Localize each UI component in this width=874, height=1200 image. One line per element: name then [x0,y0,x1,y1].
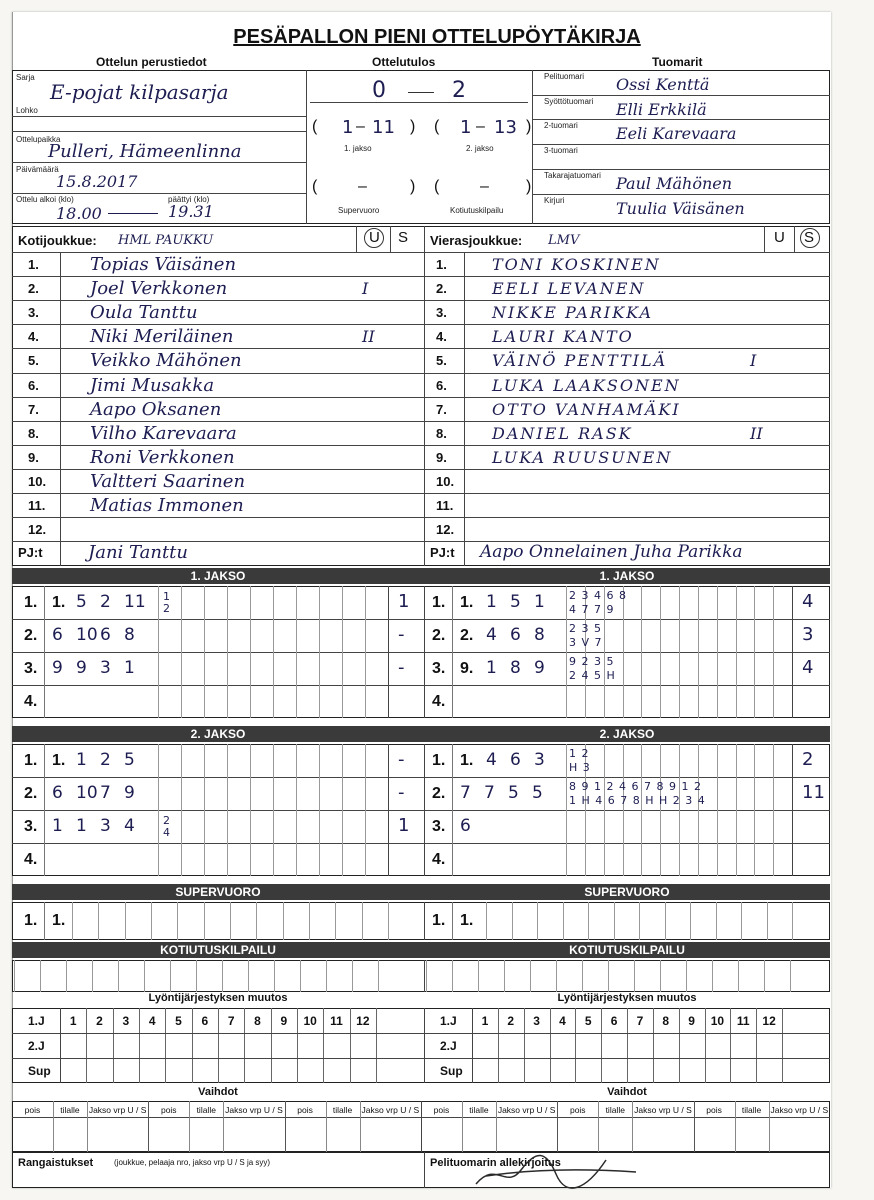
order-change-row-label: Sup [28,1064,51,1078]
period2-away[interactable]: 13 [494,117,517,138]
away-s[interactable]: S [804,229,815,246]
away-player-name[interactable]: LUKA RUUSUNEN [492,447,673,467]
home-player-number: 4. [28,329,39,345]
home-player-name[interactable]: Niki Meriläinen [90,326,234,348]
period2-label: 2. jakso [466,144,494,153]
jakso2-away-runs-top: 1 2 [569,746,590,760]
jakso1-away-runs-top: 2 3 4 6 8 [569,588,627,602]
subs-col-label: tilalle [332,1105,353,1115]
home-player-name[interactable]: Topias Väisänen [90,254,237,275]
jakso2-away-mark[interactable]: 7 [460,782,471,803]
order-change-row-label: Sup [440,1064,463,1078]
referee-signature [466,1140,646,1196]
jakso2-home-mark[interactable]: 4 [124,815,135,836]
subs-col-label: pois [569,1105,586,1115]
jakso1-away-score[interactable]: 4 [802,656,814,678]
home-team-label: Kotijoukkue: [18,233,97,248]
jakso1-away-mark[interactable]: 8 [534,624,545,645]
home-player-number: 5. [28,353,39,369]
away-u[interactable]: U [774,229,785,246]
jakso2-away-runs-bottom: H 3 [569,760,591,774]
away-player-name[interactable]: EELI LEVANEN [492,279,646,299]
subs-col-label: Jakso vrp U / S [225,1105,283,1115]
order-change-row-label: 2.J [440,1039,457,1053]
home-pj-value[interactable]: Jani Tanttu [88,542,189,564]
referee-role: Syöttötuomari [544,97,594,106]
jakso2-away-mark[interactable]: 6 [510,749,521,770]
jakso1-away-mark[interactable]: 9 [534,657,545,678]
super-home-sub: 1. [52,912,66,929]
period1-label: 1. jakso [344,144,372,153]
jakso2-band-away: 2. JAKSO [424,726,830,742]
order-change-col-label: 8 [662,1014,670,1028]
jakso1-home-frac-bottom: 2 [163,601,170,615]
jakso1-away-inning: 4. [432,692,446,710]
jakso1-away-mark[interactable]: 6 [510,624,521,645]
referee-role: 3-tuomari [544,146,578,155]
jakso2-away-mark[interactable]: 3 [534,749,545,770]
subs-col-label: Jakso vrp U / S [634,1105,692,1115]
home-player-name[interactable]: Jimi Musakka [90,374,215,396]
home-player-number: 8. [28,425,39,441]
date-label: Päivämäärä [16,165,59,174]
order-change-col-label: 8 [254,1014,261,1028]
jakso1-home-score[interactable]: - [398,656,405,678]
jakso1-home-frac-top: 1 [163,589,170,603]
home-player-name[interactable]: Oula Tanttu [90,302,198,324]
end-label: päättyi (klo) [168,195,210,204]
away-player-name[interactable]: LAURI KANTO [492,327,634,347]
super-band-home: SUPERVUORO [12,884,424,900]
jakso1-home-score[interactable]: 1 [398,590,410,612]
jakso2-home-inning: 3. [24,817,38,835]
order-change-row-label: 2.J [28,1039,45,1053]
subs-col-label: pois [24,1105,41,1115]
kotiutus-band-away: KOTIUTUSKILPAILU [424,942,830,958]
away-player-number: 9. [436,449,447,465]
jakso1-away-inning: 1. [432,593,446,611]
jakso2-home-mark[interactable]: 9 [124,782,135,803]
away-player-number: 3. [436,305,447,321]
referee-role: 2-tuomari [544,121,578,130]
home-player-number: 9. [28,449,39,465]
order-change-col-label: 6 [610,1014,618,1028]
jakso1-home-mark[interactable]: 10 [76,624,98,645]
order-change-col-label: 11 [736,1014,750,1028]
home-player-name[interactable]: Valtteri Saarinen [90,470,246,492]
order-change-col-label: 5 [175,1014,182,1028]
penalties-label: Rangaistukset [18,1157,94,1169]
away-player-mark: II [750,423,763,443]
away-player-name[interactable]: VÄINÖ PENTTILÄ [492,351,668,371]
jakso2-away-inning: 1. [432,751,446,769]
home-player-name[interactable]: Aapo Oksanen [90,398,222,420]
away-player-number: 6. [436,377,447,393]
home-player-number: 7. [28,401,39,417]
away-player-number: 2. [436,281,447,297]
jakso2-home-score[interactable]: 1 [398,814,410,836]
home-player-name[interactable]: Veikko Mähönen [90,350,242,372]
home-player-name[interactable]: Joel Verkkonen [90,278,228,300]
jakso1-home-inning: 2. [24,626,38,644]
home-player-number: 10. [28,473,47,489]
basic-info-header: Ottelun perustiedot [96,55,207,69]
jakso2-away-inning: 2. [432,784,446,802]
order-change-header-home: Lyöntijärjestyksen muutos [148,992,288,1004]
home-team-name[interactable]: HML PAUKKU [118,233,214,248]
order-change-col-label: 7 [227,1014,235,1028]
home-u[interactable]: U [369,229,380,246]
subs-col-label: Jakso vrp U / S [361,1105,420,1115]
jakso1-home-inning: 4. [24,692,38,710]
result-away[interactable]: 2 [452,78,466,103]
referee-name[interactable]: Tuulia Väisänen [616,199,745,218]
jakso1-home-inning: 1. [24,593,38,611]
jakso1-home-score[interactable]: - [398,623,405,645]
jakso2-home-mark[interactable]: 3 [100,815,111,836]
subs-col-label: tilalle [605,1105,625,1115]
jakso2-away-mark[interactable]: 6 [460,815,471,836]
order-change-col-label: 11 [330,1014,343,1028]
subs-col-label: Jakso vrp U / S [770,1105,829,1115]
subs-col-label: Jakso vrp U / S [497,1105,556,1115]
jakso1-away-inning: 3. [432,659,446,677]
lohko-label: Lohko [16,106,38,115]
home-player-number: 6. [28,377,39,393]
jakso1-home-inning: 3. [24,659,38,677]
order-change-col-label: 3 [122,1014,130,1028]
sarja-label: Sarja [16,73,35,82]
jakso2-away-runs-top: 8 9 1 2 4 6 7 8 9 1 2 [569,779,702,793]
jakso2-home-inning: 1. [24,751,38,769]
referee-role: Pelituomari [544,72,585,81]
jakso2-away-inning: 3. [432,817,446,835]
order-change-col-label: 7 [636,1014,644,1028]
away-team-name[interactable]: LMV [548,233,580,248]
super-away-sub: 1. [460,912,474,929]
jakso1-away-score[interactable]: 4 [802,590,814,612]
jakso2-home-mark[interactable]: 2 [100,749,111,770]
jakso2-away-sub: 1. [460,751,474,769]
jakso2-away-mark[interactable]: 5 [532,782,543,803]
jakso1-away-mark[interactable]: 1 [534,591,545,612]
subs-col-label: tilalle [196,1105,216,1115]
away-player-number: 1. [436,257,447,272]
order-change-col-label: 10 [710,1014,725,1028]
order-change-col-label: 4 [559,1014,566,1028]
away-player-number: 10. [436,473,455,489]
jakso1-home-mark[interactable]: 2 [100,591,111,612]
jakso2-home-sub: 1. [52,751,66,769]
jakso2-away-mark[interactable]: 4 [486,749,497,770]
jakso2-home-inning: 2. [24,784,38,802]
jakso1-home-mark[interactable]: 3 [100,657,111,678]
paikka-label: Ottelupaikka [16,135,61,144]
home-player-mark: II [362,327,375,347]
subs-header-away: Vaihdot [607,1086,647,1098]
start-label: Ottelu alkoi (klo) [16,195,74,204]
home-player-number: 2. [28,281,39,297]
order-change-col-label: 2 [96,1014,103,1028]
jakso2-band-home: 2. JAKSO [12,726,424,742]
jakso2-away-mark[interactable]: 5 [508,782,519,803]
home-pj-label: PJ:t [18,545,43,561]
jakso2-home-mark[interactable]: 1 [52,815,63,836]
home-player-name[interactable]: Vilho Karevaara [90,422,237,444]
home-player-name[interactable]: Roni Verkkonen [90,446,235,468]
subs-col-label: pois [706,1105,722,1115]
referee-role: Takarajatuomari [544,171,601,180]
subs-col-label: tilalle [469,1105,489,1115]
jakso2-home-score[interactable]: - [398,748,405,770]
super-label: Supervuoro [338,206,380,215]
home-player-name[interactable]: Matias Immonen [90,495,244,516]
home-player-number: 11. [28,498,46,513]
order-change-col-label: 4 [148,1014,156,1028]
away-pj-value[interactable]: Aapo Onnelainen Juha Parikka [480,542,743,563]
jakso1-away-mark[interactable]: 1 [486,657,497,678]
jakso2-home-mark[interactable]: 6 [52,782,63,803]
referee-name[interactable]: Paul Mähönen [616,174,733,193]
referee-role: Kirjuri [544,196,565,205]
kotiutus-band-home: KOTIUTUSKILPAILU [12,942,424,958]
jakso1-home-mark[interactable]: 6 [52,624,63,645]
away-player-name[interactable]: LUKA LAAKSONEN [492,375,681,395]
order-change-row-label: 1.J [28,1014,45,1028]
order-change-col-label: 5 [584,1014,592,1028]
subs-header-home: Vaihdot [198,1086,238,1098]
jakso1-away-inning: 2. [432,626,446,644]
signature-label: Pelituomarin allekirjoitus [430,1157,561,1169]
order-change-col-label: 1 [69,1014,77,1028]
home-player-number: 12. [28,522,47,538]
away-player-number: 12. [436,522,455,538]
away-player-number: 7. [436,401,447,417]
jakso1-away-mark[interactable]: 4 [486,624,497,645]
away-player-number: 5. [436,353,447,369]
jakso1-away-mark[interactable]: 8 [510,657,521,678]
away-player-mark: I [750,351,757,371]
subs-col-label: tilalle [741,1105,762,1115]
jakso2-home-frac-bottom: 4 [163,825,170,839]
home-player-number: 1. [28,257,39,272]
penalties-note: (joukkue, pelaaja nro, jakso vrp U / S ja syy) [114,1158,271,1167]
away-player-name[interactable]: TONI KOSKINEN [492,255,661,274]
result-home[interactable]: 0 [372,78,386,103]
jakso2-home-mark[interactable]: 1 [76,815,87,836]
period1-away[interactable]: 11 [372,117,395,138]
jakso1-away-mark[interactable]: 5 [510,591,521,612]
away-pj-label: PJ:t [430,545,455,561]
away-player-number: 4. [436,329,447,345]
jakso2-home-mark[interactable]: 1 [76,749,87,770]
jakso1-home-mark[interactable]: 1 [124,657,135,678]
order-change-row-label: 1.J [440,1014,457,1028]
jakso2-away-mark[interactable]: 7 [484,782,495,803]
referee-name[interactable]: Eeli Karevaara [616,124,737,143]
order-change-col-label: 9 [280,1014,288,1028]
jakso2-home-score[interactable]: - [398,781,405,803]
jakso1-home-mark[interactable]: 8 [124,624,135,645]
home-player-mark: I [362,279,369,299]
jakso1-away-mark[interactable]: 1 [486,591,497,612]
jakso1-away-sub: 9. [460,659,474,677]
jakso2-away-score[interactable]: 2 [802,748,814,770]
subs-col-label: Jakso vrp U / S [88,1105,147,1115]
jakso1-away-runs-top: 9 2 3 5 [569,654,615,668]
order-change-col-label: 2 [507,1014,515,1028]
jakso1-home-sub: 1. [52,593,66,611]
jakso1-away-score[interactable]: 3 [802,623,814,645]
referees-header: Tuomarit [652,55,703,69]
order-change-col-label: 6 [201,1014,209,1028]
jakso1-home-mark[interactable]: 6 [100,624,111,645]
super-home-inning: 1. [24,912,38,929]
order-change-col-label: 9 [688,1014,695,1028]
jakso1-away-sub: 2. [460,626,474,644]
order-change-col-label: 3 [533,1014,540,1028]
jakso2-home-mark[interactable]: 5 [124,749,135,770]
jakso1-home-mark[interactable]: 11 [124,591,146,612]
subs-col-label: tilalle [60,1105,80,1115]
kotiutus-label: Kotiutuskilpailu [450,206,504,215]
order-change-col-label: 1 [481,1014,489,1028]
subs-col-label: pois [297,1105,313,1115]
subs-col-label: pois [160,1105,177,1115]
date-value[interactable]: 15.8.2017 [56,172,138,191]
period2-home[interactable]: 1 [460,117,472,138]
jakso1-band-away: 1. JAKSO [424,568,830,584]
order-change-col-label: 12 [356,1014,370,1028]
jakso1-away-runs-bottom: 2 4 5 H [569,668,616,682]
start-value[interactable]: 18.00 [56,204,102,223]
jakso1-home-mark[interactable]: 5 [76,591,87,612]
jakso1-away-runs-top: 2 3 5 [569,621,602,635]
jakso1-away-runs-bottom: 3 V 7 [569,635,603,649]
jakso1-band-home: 1. JAKSO [12,568,424,584]
result-header: Ottelutulos [372,55,436,69]
jakso2-away-score[interactable]: 11 [802,781,825,803]
jakso2-home-inning: 4. [24,850,38,868]
away-player-number: 8. [436,425,447,441]
referee-name[interactable]: Ossi Kenttä [616,75,710,94]
order-change-col-label: 12 [762,1014,776,1028]
away-player-number: 11. [436,498,454,513]
away-player-name[interactable]: NIKKE PARIKKA [492,303,654,323]
referee-name[interactable]: Elli Erkkilä [616,100,707,119]
jakso1-home-mark[interactable]: 9 [52,657,63,678]
period1-home[interactable]: 1 [342,117,354,138]
away-player-name[interactable]: DANIEL RASK [492,423,633,443]
jakso1-home-mark[interactable]: 9 [76,657,87,678]
super-away-inning: 1. [432,912,446,929]
page-title: PESÄPALLON PIENI OTTELUPÖYTÄKIRJA [233,26,641,48]
away-player-name[interactable]: OTTO VANHAMÄKI [492,399,681,419]
paikka-value[interactable]: Pulleri, Hämeenlinna [48,141,242,162]
order-change-header-away: Lyöntijärjestyksen muutos [557,992,697,1004]
subs-col-label: pois [433,1105,450,1115]
away-team-label: Vierasjoukkue: [430,233,523,248]
home-player-number: 3. [28,305,39,321]
jakso2-home-frac-top: 2 [163,813,170,827]
end-value[interactable]: 19.31 [168,202,214,221]
jakso2-home-mark[interactable]: 7 [100,782,111,803]
sarja-value[interactable]: E-pojat kilpasarja [50,80,229,104]
order-change-col-label: 10 [303,1014,317,1028]
home-s[interactable]: S [398,229,409,246]
jakso2-home-mark[interactable]: 10 [76,782,98,803]
jakso2-away-runs-bottom: 1 H 4 6 7 8 H H 2 3 4 [569,793,706,807]
jakso2-away-inning: 4. [432,850,446,868]
super-band-away: SUPERVUORO [424,884,830,900]
jakso1-away-runs-bottom: 4 7 7 9 [569,602,615,616]
jakso1-away-sub: 1. [460,593,474,611]
